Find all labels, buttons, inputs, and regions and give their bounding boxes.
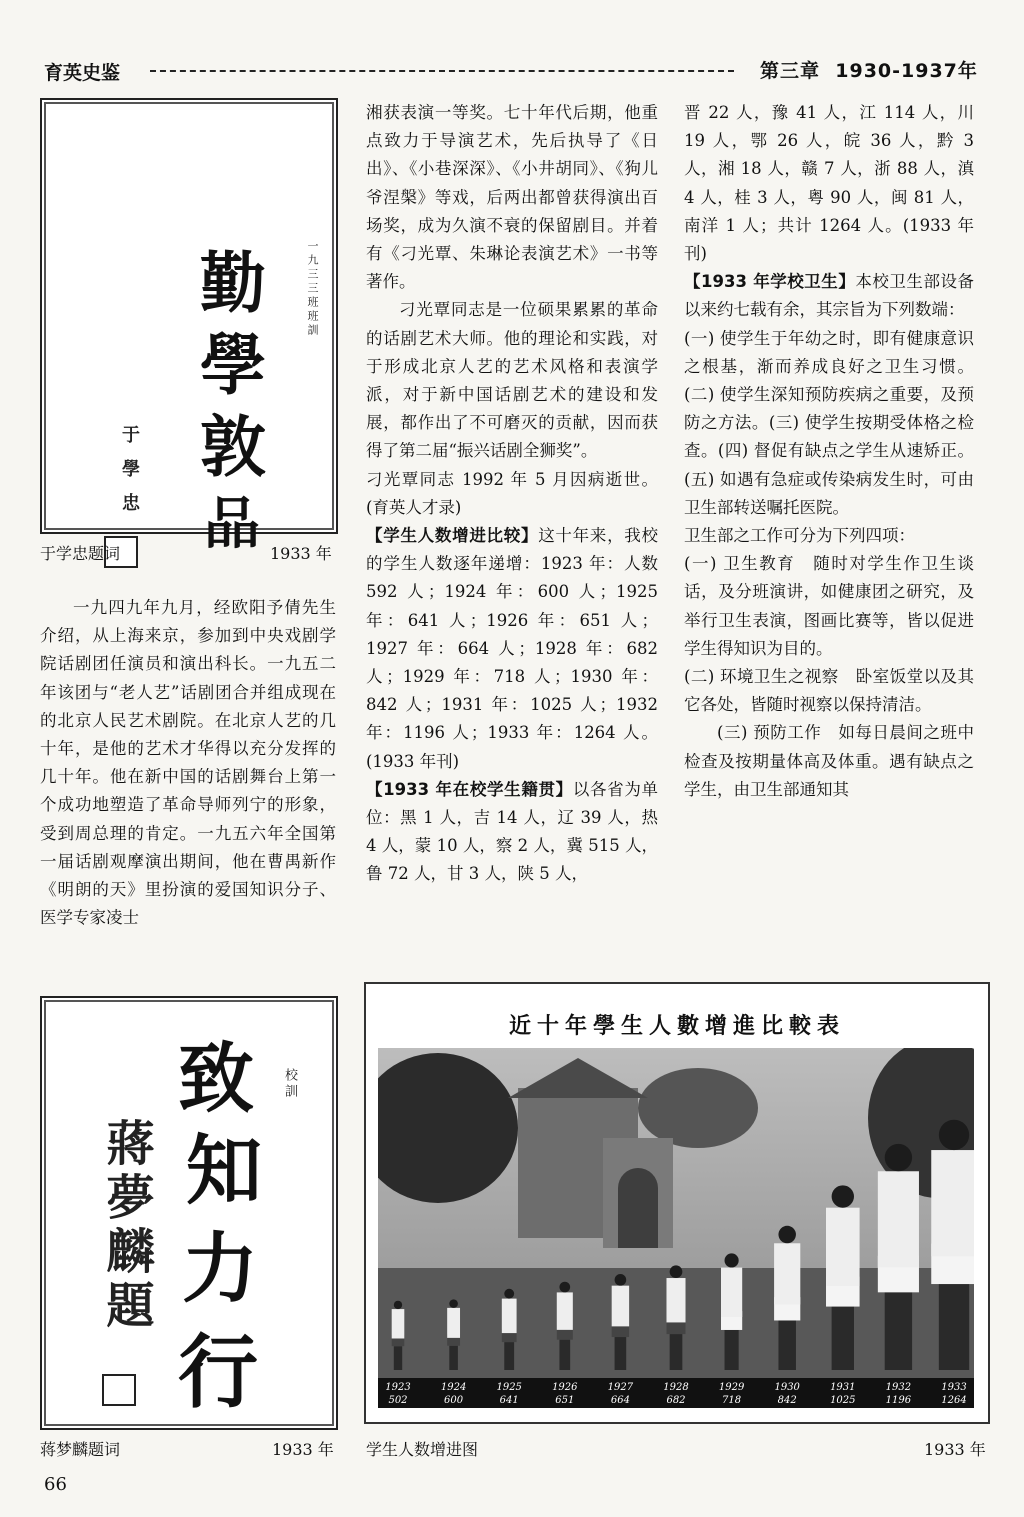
section-heading: 【学生人数增进比较】	[366, 526, 539, 546]
count-data-label: 842	[777, 1395, 797, 1406]
calligraphy-author: 蔣夢麟題	[98, 1118, 154, 1334]
count-data-label: 664	[610, 1395, 630, 1406]
student-growth-photo	[378, 1048, 974, 1408]
paragraph	[684, 268, 974, 324]
count-data-label: 651	[555, 1395, 575, 1406]
paragraph: (一) 使学生于年幼之时，即有健康意识之根基，渐而养成良好之卫生习惯。(二) 使学生深知预防疾病之重要，及预防之方法。(三) 使学生按期受体格之检查。(四) 督促有缺点之学生从速矫正。(五) 如遇有急症或传染病发生时，可由卫生部转送嘱托医院。	[684, 328, 974, 517]
year-tick-label: 1925	[496, 1382, 522, 1393]
year-tick-label: 1924	[440, 1382, 467, 1393]
calligraphy-char: 勤	[200, 244, 266, 322]
paragraph: (一) 卫生教育 随时对学生作卫生谈话，及分班演讲，如健康团之研究，及举行卫生表演，图画比赛等，皆以促进学生得知识为目的。	[684, 554, 974, 658]
year-tick-label: 1923	[385, 1382, 411, 1393]
paragraph	[366, 522, 658, 776]
paragraph: 卫生部之工作可分为下列四项：	[684, 526, 915, 546]
calligraphy-char: 行	[178, 1325, 258, 1419]
student-photo-frame	[364, 982, 990, 1424]
paragraph: 刁光覃同志是一位硕果累累的革命的话剧艺术大师。他的理论和实践，对于形成北京人艺的艺术风格和表演学派，对于新中国话剧艺术的建设和发展，都作出了不可磨灭的贡献，因而获得了第二届“振兴话剧全狮奖”。	[366, 300, 658, 461]
calligraphy-caption-2: 蒋梦麟题词	[40, 1440, 121, 1459]
calligraphy-char: 敦	[200, 408, 266, 486]
count-data-label: 600	[444, 1395, 464, 1406]
chapter-years: 1930-1937年	[835, 60, 978, 82]
calligraphy-year-2: 1933 年	[272, 1440, 334, 1459]
section-text: 本校卫生部设备以来约七载有余，其宗旨为下列数端：	[684, 272, 974, 320]
year-tick-label: 1929	[718, 1382, 745, 1393]
count-data-label: 502	[388, 1395, 408, 1406]
chapter-label: 第三章	[760, 60, 821, 82]
paragraph: (二) 环境卫生之视察 卧室饭堂以及其它各处，皆随时视察以保持清洁。	[684, 667, 974, 715]
header-rule	[150, 70, 734, 72]
text-column-2	[366, 99, 658, 889]
running-head-chapter	[760, 56, 978, 83]
section-heading: 【1933 年在校学生籍贯】	[366, 779, 573, 799]
year-tick-label: 1932	[885, 1382, 912, 1393]
calligraphy-caption-1: 于学忠题词	[40, 544, 121, 563]
calligraphy-char: 品	[204, 491, 260, 557]
seal-stamp-icon	[102, 1374, 136, 1406]
calligraphy-char: 力	[182, 1224, 258, 1313]
calligraphy-char: 知	[186, 1126, 262, 1215]
calligraphy-frame-2	[40, 996, 338, 1430]
year-tick-label: 1926	[552, 1382, 578, 1393]
section-text: 以各省为单位：黑 1 人，吉 14 人，辽 39 人，热 4 人，蒙 10 人，察 2 人，冀 515 人，鲁 72 人，甘 3 人，陕 5 人，	[366, 779, 659, 884]
calligraphy-author: 于學忠	[119, 425, 140, 527]
photo-title: 近十年學生人數增進比較表	[508, 1013, 845, 1039]
calligraphy-char: 致	[178, 1034, 254, 1123]
page-number: 66	[44, 1474, 67, 1495]
count-data-label: 1264	[941, 1395, 967, 1406]
year-tick-label: 1930	[774, 1382, 800, 1393]
year-tick-label: 1933	[941, 1382, 967, 1393]
count-data-label: 682	[666, 1395, 686, 1406]
paragraph: 一九四九年九月，经欧阳予倩先生介绍，从上海来京，参加到中央戏剧学院话剧团任演员和演出科长。一九五二年该团与“老人艺”话剧团合并组成现在的北京人民艺术剧院。在北京人艺的几十年，是他的艺术才华得以充分发挥的几十年。他在新中国的话剧舞台上第一个成功地塑造了革命导师列宁的形象，受到周总理的肯定。一九五六年全国第一届话剧观摩演出期间，他在曹禺新作《明朗的天》里扮演的爱国知识分子、医学专家凌士	[40, 598, 336, 928]
paragraph	[366, 776, 658, 889]
paragraph: 刁光覃同志 1992 年 5 月因病逝世。(育英人才录)	[366, 469, 658, 517]
calligraphy-side-text: 校訓	[282, 1068, 297, 1100]
calligraphy-char: 學	[200, 326, 266, 404]
calligraphy-side-text: 一九三三班班訓	[306, 240, 319, 338]
paragraph: 晋 22 人，豫 41 人，江 114 人，川 19 人，鄂 26 人，皖 36 人，黔 3 人，湘 18 人，赣 7 人，浙 88 人，滇 4 人，桂 3 人，粤 90 人，闽 81 人，南洋 1 人；共计 1264 人。(1933 年刊)	[684, 103, 974, 264]
count-data-label: 1025	[830, 1395, 856, 1406]
calligraphy-year-1: 1933 年	[270, 544, 332, 563]
text-column-1	[40, 594, 336, 932]
photo-year: 1933 年	[924, 1440, 986, 1459]
photo-caption: 学生人数增进图	[366, 1440, 479, 1459]
year-tick-label: 1931	[830, 1382, 856, 1393]
paragraph: (三) 预防工作 如每日晨间之班中检查及按期量体高及体重。遇有缺点之学生，由卫生部通知其	[684, 723, 974, 799]
count-data-label: 718	[722, 1395, 742, 1406]
count-data-label: 641	[499, 1395, 519, 1406]
section-text: 这十年来，我校的学生人数逐年递增：1923 年：人数 592 人；1924 年：600 人；1925 年：641 人；1926 年：651 人；1927 年：664 人；1928 年：682 人；1929 年：718 人；1930 年：842 人；1931 年：1025 人；1932 年：1196 人；1933 年：1264 人。(1933 年刊)	[366, 526, 658, 771]
section-heading: 【1933 年学校卫生】	[684, 272, 856, 292]
paragraph: 湘获表演一等奖。七十年代后期，他重点致力于导演艺术，先后执导了《日出》、《小巷深深》、《小井胡同》、《狗儿爷涅槃》等戏，后两出都曾获得演出百场奖，成为久演不衰的保留剧目。并着有《刁光覃、朱琳论表演艺术》一书等著作。	[366, 103, 658, 292]
year-tick-label: 1927	[607, 1382, 634, 1393]
count-data-label: 1196	[885, 1395, 912, 1406]
running-head-title: 育英史鉴	[44, 62, 121, 84]
text-column-3	[684, 99, 974, 804]
year-tick-label: 1928	[663, 1382, 689, 1393]
